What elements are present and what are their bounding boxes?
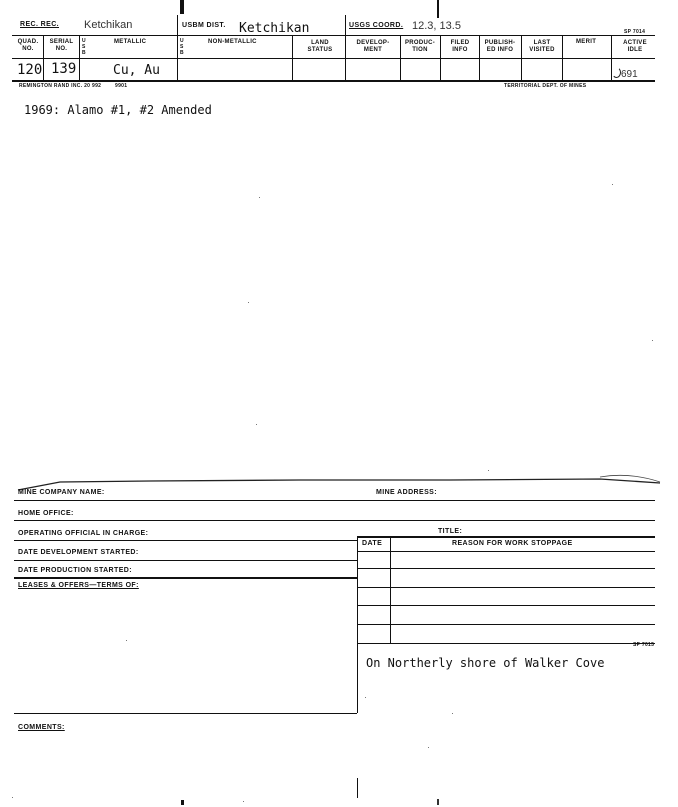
- col-div-7: [440, 35, 441, 80]
- rule-above-comments: [14, 713, 357, 714]
- record-handwritten-number: [612, 67, 638, 80]
- top-card-rule-2: [12, 58, 655, 59]
- col-serial-no: SERIAL NO.: [49, 39, 74, 52]
- speck: [256, 424, 257, 425]
- form-number-bottom: SP 7015: [633, 642, 655, 648]
- usbm-dist-label: USBM DIST.: [182, 22, 226, 29]
- col-last-visited: LAST VISITED: [529, 40, 555, 53]
- territorial-dept: TERRITORIAL DEPT. OF MINES: [504, 83, 587, 89]
- record-metallic: Cu, Au: [113, 63, 160, 78]
- bottom-binder-mark-right: [437, 799, 439, 805]
- stoppage-row-1: [357, 568, 655, 569]
- mine-company-name-label: MINE COMPANY NAME:: [18, 489, 105, 496]
- col-filed-info: FILED INFO: [450, 40, 470, 53]
- comments-label: COMMENTS:: [18, 724, 65, 731]
- binder-mark-left: [180, 0, 184, 14]
- stoppage-row-2: [357, 587, 655, 588]
- speck: [652, 340, 653, 341]
- speck: [248, 302, 249, 303]
- col-non-metallic: NON-METALLIC: [208, 39, 257, 45]
- bottom-binder-mark: [181, 800, 184, 805]
- speck: [243, 801, 244, 802]
- col-div-4: [292, 35, 293, 80]
- binder-mark-right: [437, 0, 439, 18]
- comments-right-border: [357, 778, 358, 798]
- circle-mark-icon: [612, 67, 621, 78]
- col-div-2: [79, 35, 80, 80]
- rule-under-stoppage-header: [357, 551, 655, 552]
- mine-address-label: MINE ADDRESS:: [376, 489, 437, 496]
- printer-mark: REMINGTON RAND INC. 20: [19, 83, 91, 89]
- amendment-note: 1969: Alamo #1, #2 Amended: [24, 103, 212, 117]
- operating-official-label: OPERATING OFFICIAL IN CHARGE:: [18, 530, 149, 537]
- form-number-top: SP 7014: [624, 29, 646, 35]
- col-div-5: [345, 15, 346, 80]
- rule-after-official-right: [357, 536, 655, 538]
- stoppage-row-5: [357, 643, 655, 644]
- usgs-coord-label: USGS COORD.: [349, 22, 404, 29]
- home-office-label: HOME OFFICE:: [18, 510, 74, 517]
- rule-after-company: [14, 500, 655, 501]
- leases-offers-label: LEASES & OFFERS—TERMS OF:: [18, 582, 139, 589]
- speck: [12, 797, 13, 798]
- col-div-3: [177, 15, 178, 80]
- date-production-label: DATE PRODUCTION STARTED:: [18, 567, 132, 574]
- usbm-dist-value: Ketchikan: [239, 21, 310, 36]
- speck: [428, 747, 429, 748]
- printer-code-b: 9901: [115, 83, 128, 89]
- quad-name-value: Ketchikan: [84, 19, 133, 31]
- speck: [259, 197, 260, 198]
- col-usb-nonmetallic: U S B: [180, 38, 184, 56]
- col-metallic: METALLIC: [114, 39, 147, 45]
- card-edge-line: [0, 462, 678, 492]
- col-production: PRODUC- TION: [404, 40, 436, 53]
- rule-after-official-left: [14, 540, 357, 541]
- usgs-coord-value: 12.3, 13.5: [412, 20, 461, 32]
- stoppage-date-divider: [390, 536, 391, 644]
- printer-code-a: 992: [92, 83, 102, 89]
- col-div-1: [43, 35, 44, 80]
- speck: [612, 184, 613, 185]
- speck: [365, 697, 366, 698]
- col-published-info: PUBLISH- ED INFO: [484, 40, 516, 53]
- rule-after-development: [14, 560, 357, 561]
- handwritten-number-text: 691: [621, 69, 638, 80]
- rule-after-production: [14, 577, 357, 579]
- col-div-9: [521, 35, 522, 80]
- location-note: On Northerly shore of Walker Cove: [366, 656, 605, 670]
- record-serial-no: 139: [51, 61, 77, 77]
- speck: [126, 640, 127, 641]
- speck: [452, 713, 453, 714]
- col-merit: MERIT: [576, 39, 597, 45]
- col-land-status: LAND STATUS: [307, 40, 333, 53]
- col-usb-metallic: U S B: [82, 38, 86, 56]
- top-card-rule-3: [12, 80, 655, 82]
- record-quad-no: 120: [17, 62, 43, 78]
- top-card-rule-1: [12, 35, 655, 36]
- stoppage-row-3: [357, 605, 655, 606]
- col-div-6: [400, 35, 401, 80]
- col-div-10: [562, 35, 563, 80]
- reason-col-header: REASON FOR WORK STOPPAGE: [452, 540, 573, 547]
- rec-label: REC. REC.: [20, 21, 59, 28]
- rule-after-home-office: [14, 520, 655, 521]
- title-label: TITLE:: [438, 528, 463, 535]
- col-quad-no: QUAD. NO.: [17, 39, 39, 52]
- stoppage-row-4: [357, 624, 655, 625]
- col-div-8: [479, 35, 480, 80]
- col-development: DEVELOP- MENT: [356, 40, 390, 53]
- date-col-header: DATE: [362, 540, 383, 547]
- col-active-idle: ACTIVE IDLE: [623, 40, 647, 53]
- date-development-label: DATE DEVELOPMENT STARTED:: [18, 549, 139, 556]
